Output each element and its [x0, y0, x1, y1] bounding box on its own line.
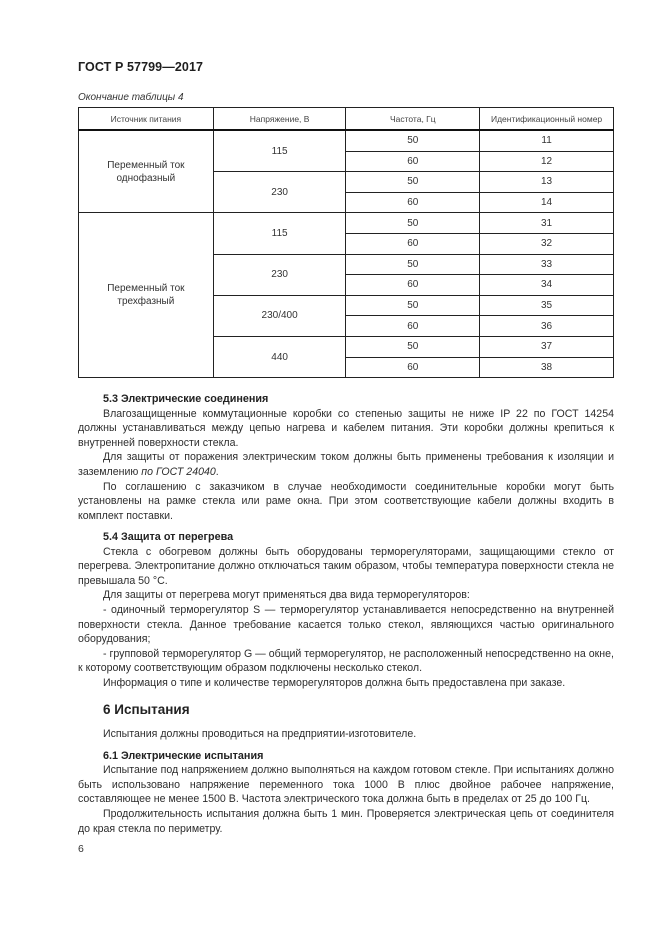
id-cell: 31: [480, 213, 614, 234]
voltage-cell: 440: [213, 336, 346, 377]
id-cell: 33: [480, 254, 614, 275]
page-number: 6: [78, 843, 84, 855]
chapter-heading: 6 Испытания: [103, 702, 190, 717]
paragraph: Для защиты от перегрева могут применяться два вида терморегуляторов:: [103, 589, 470, 602]
column-header-frequency: Частота, Гц: [346, 108, 480, 131]
source-cell: Переменный ток трехфазный: [79, 213, 214, 378]
frequency-cell: 60: [346, 192, 480, 213]
column-header-id: Идентификационный номер: [480, 108, 614, 131]
paragraph: Испытание под напряжением должно выполняться на каждом готовом стекле. При испытаниях должно быть использовано напряжение переменного тока 1000 В плюс двойное рабочее напряжение, составляющее не менее 1500 В. Частота электрического тока должна быть в пределах от 25 до 100 Гц.: [78, 764, 614, 806]
voltage-cell: 115: [213, 213, 346, 254]
frequency-cell: 50: [346, 254, 480, 275]
table-row: [79, 213, 614, 234]
frequency-cell: 50: [346, 172, 480, 193]
column-header-source: Источник питания: [79, 108, 214, 131]
frequency-cell: 50: [346, 213, 480, 234]
table-header-row: [79, 108, 614, 131]
paragraph-text: .: [215, 465, 219, 478]
id-cell: 34: [480, 275, 614, 296]
document-header: ГОСТ Р 57799—2017: [78, 60, 204, 74]
section-heading: 6.1 Электрические испытания: [103, 749, 264, 762]
paragraph: Информация о типе и количестве терморегуляторов должна быть предоставлена при заказе.: [103, 676, 566, 689]
paragraph: Продолжительность испытания должна быть 1 мин. Проверяется электрическая цепь от соединителя до края стекла по периметру.: [78, 807, 614, 835]
voltage-cell: 230: [213, 254, 346, 295]
frequency-cell: 50: [346, 130, 480, 151]
frequency-cell: 60: [346, 151, 480, 172]
frequency-cell: 50: [346, 336, 480, 357]
id-cell: 37: [480, 336, 614, 357]
frequency-cell: 60: [346, 316, 480, 337]
id-cell: 13: [480, 172, 614, 193]
paragraph-text: Для защиты от поражения электрическим током должны быть применены требования к изоляции и заземлению: [78, 451, 614, 478]
paragraph: Влагозащищенные коммутационные коробки со степенью защиты не ниже IP 22 по ГОСТ 14254 должны устанавливаться между цепью нагрева и кабелем питания. Эти коробки должны крепиться к внутренней поверхности стекла.: [78, 407, 614, 449]
section-5-4: [78, 530, 614, 691]
section-5-3: [78, 392, 614, 523]
column-header-voltage: Напряжение, В: [213, 108, 346, 131]
paragraph: [78, 450, 614, 479]
id-cell: 14: [480, 192, 614, 213]
id-cell: 11: [480, 130, 614, 151]
list-item: - групповой терморегулятор G — общий терморегулятор, не расположенный непосредственно на окне, к которому соответствующим образом подключены несколько стекол.: [78, 647, 614, 675]
id-cell: 12: [480, 151, 614, 172]
section-heading: 5.4 Защита от перегрева: [103, 531, 234, 543]
voltage-cell: 115: [213, 130, 346, 172]
section-heading: 5.3 Электрические соединения: [103, 393, 269, 405]
list-item: - одиночный терморегулятор S — терморегулятор устанавливается непосредственно на внутренней поверхности стекла. Данное требование касается только стекол, являющихся частью оригинального оборудования;: [78, 603, 614, 646]
id-cell: 38: [480, 357, 614, 378]
table-row: [79, 130, 614, 151]
voltage-cell: 230: [213, 172, 346, 213]
paragraph: По соглашению с заказчиком в случае необходимости соединительные коробки могут быть установлены на рамке стекла или раме окна. При этом соответствующие кабели должны входить в комплект поставки.: [78, 480, 614, 522]
voltage-cell: 230/400: [213, 295, 346, 336]
table-caption: Окончание таблицы 4: [78, 92, 184, 103]
section-6: [78, 727, 614, 836]
id-cell: 36: [480, 316, 614, 337]
frequency-cell: 60: [346, 275, 480, 296]
frequency-cell: 60: [346, 357, 480, 378]
id-cell: 35: [480, 295, 614, 316]
power-supply-table: [78, 107, 614, 378]
source-cell: Переменный ток однофазный: [79, 130, 214, 213]
paragraph: Испытания должны проводиться на предприятии-изготовителе.: [103, 728, 417, 740]
standard-reference: по ГОСТ 24040: [141, 465, 216, 478]
paragraph: Стекла с обогревом должны быть оборудованы терморегуляторами, защищающими стекло от перегрева. Электропитание должно отключаться таким образом, чтобы температура поверхности стекла не превышала 50 °С.: [78, 545, 614, 587]
id-cell: 32: [480, 233, 614, 254]
frequency-cell: 50: [346, 295, 480, 316]
frequency-cell: 60: [346, 233, 480, 254]
